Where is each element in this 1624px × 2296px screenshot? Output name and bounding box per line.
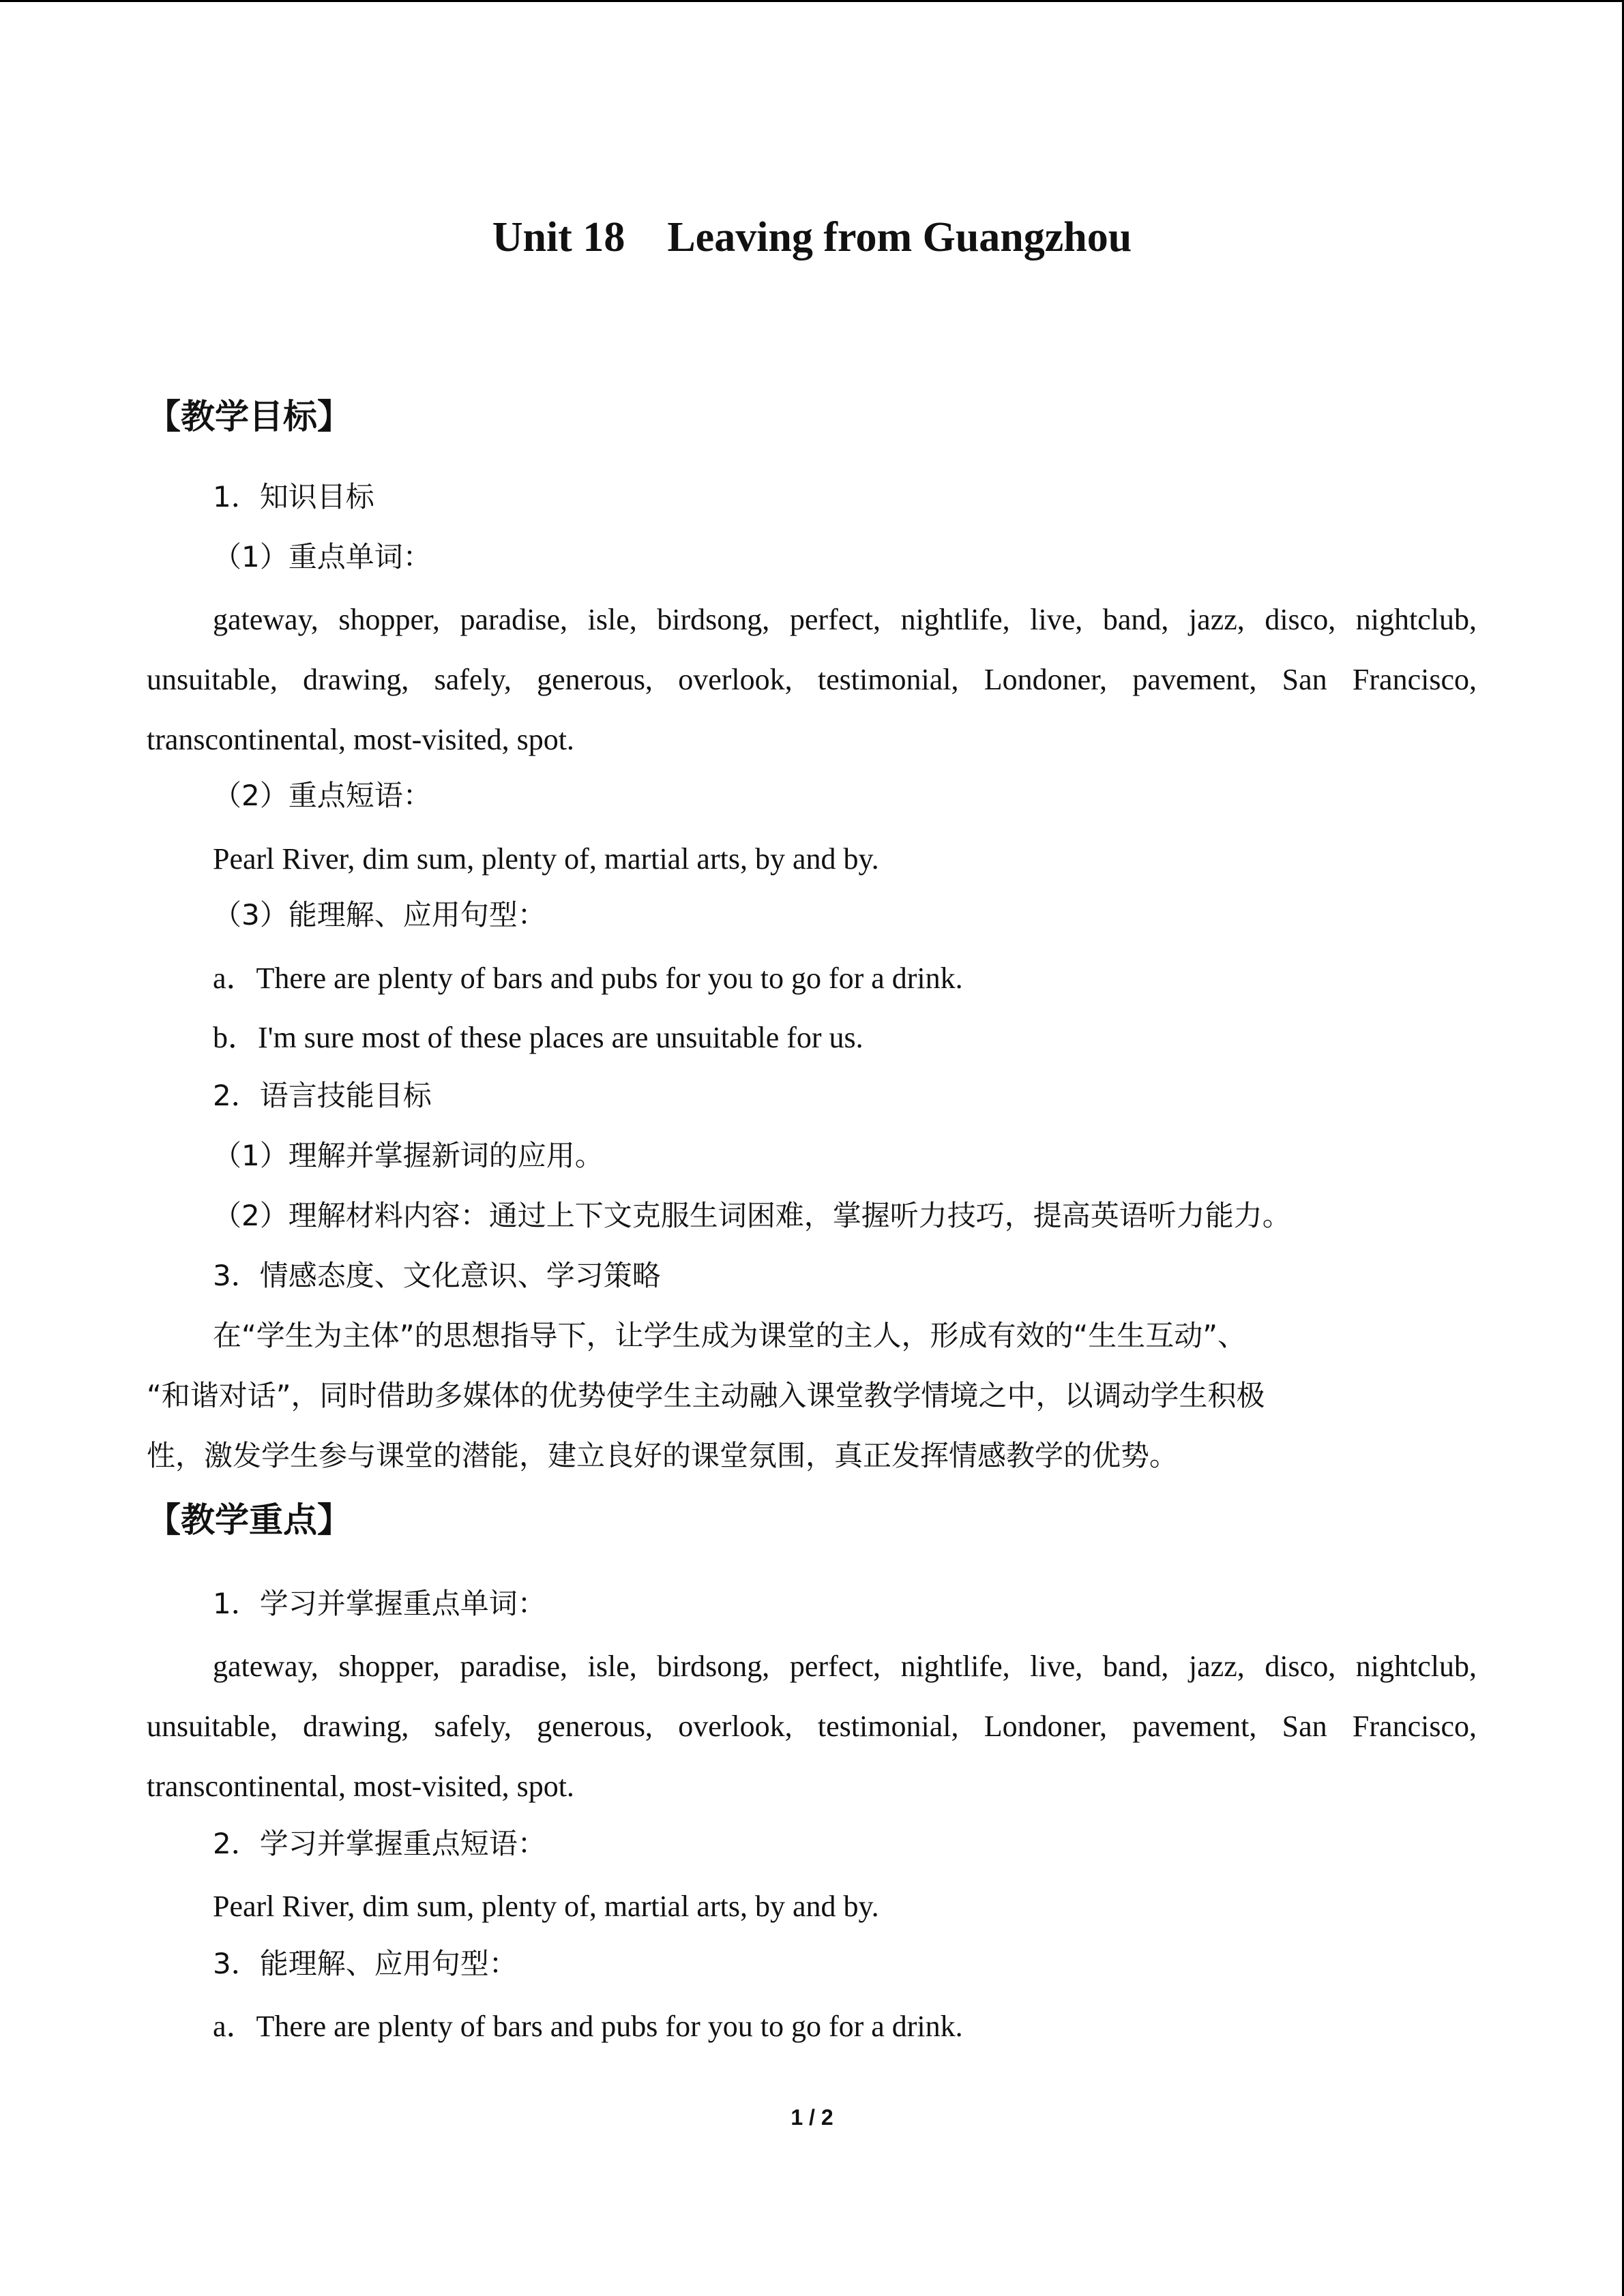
key-phrases: Pearl River, dim sum, plenty of, martial arts, by and by. [213, 1890, 879, 1923]
section-heading-objectives: 【教学目标】 [147, 397, 351, 436]
attitude-paragraph-line: 在“学生为主体”的思想指导下，让学生成为课堂的主人，形成有效的“生生互动”、 [213, 1319, 1247, 1352]
key-point-item: 3．能理解、应用句型： [213, 1947, 518, 1980]
document-title: Unit 18 Leaving from Guangzhou [492, 214, 1132, 260]
key-words-line: gateway, shopper, paradise, isle, birdsong, perfect, nightlife, live, band, jazz, disco, nightclub, [213, 1650, 1477, 1683]
key-words-line: unsuitable, drawing, safely, generous, overlook, testimonial, Londoner, pavement, San Francisco, [147, 663, 1477, 696]
attitude-goal: 3．情感态度、文化意识、学习策略 [213, 1259, 661, 1292]
skill-item: （2）理解材料内容：通过上下文克服生词困难，掌握听力技巧，提高英语听力能力。 [213, 1199, 1291, 1232]
key-words-line: unsuitable, drawing, safely, generous, overlook, testimonial, Londoner, pavement, San Francisco, [147, 1710, 1477, 1743]
skill-item: （1）理解并掌握新词的应用。 [213, 1139, 604, 1172]
key-words-line: gateway, shopper, paradise, isle, birdsong, perfect, nightlife, live, band, jazz, disco, nightclub, [213, 603, 1477, 636]
key-point-item: 2．学习并掌握重点短语： [213, 1827, 546, 1860]
section-heading-key-points: 【教学重点】 [147, 1500, 351, 1540]
key-words-line: transcontinental, most-visited, spot. [147, 1770, 574, 1803]
sentence-label: （3）能理解、应用句型： [213, 898, 546, 931]
key-point-item: 1．学习并掌握重点单词： [213, 1587, 546, 1620]
sentence-b: b．I'm sure most of these places are unsuitable for us. [213, 1021, 863, 1054]
skill-goal: 2．语言技能目标 [213, 1079, 432, 1112]
attitude-paragraph-line: “和谐对话”，同时借助多媒体的优势使学生主动融入课堂教学情境之中，以调动学生积极 [147, 1379, 1265, 1412]
key-phrases: Pearl River, dim sum, plenty of, martial arts, by and by. [213, 842, 879, 876]
knowledge-goal: 1．知识目标 [213, 480, 374, 513]
key-phrases-label: （2）重点短语： [213, 779, 432, 812]
page-number: 1 / 2 [791, 2105, 833, 2130]
attitude-paragraph-line: 性，激发学生参与课堂的潜能，建立良好的课堂氛围，真正发挥情感教学的优势。 [147, 1439, 1179, 1472]
key-words-line: transcontinental, most-visited, spot. [147, 723, 574, 756]
sentence-a: a．There are plenty of bars and pubs for you to go for a drink. [213, 961, 963, 995]
key-words-label: （1）重点单词： [213, 540, 432, 573]
sentence-a: a．There are plenty of bars and pubs for you to go for a drink. [213, 2010, 963, 2043]
